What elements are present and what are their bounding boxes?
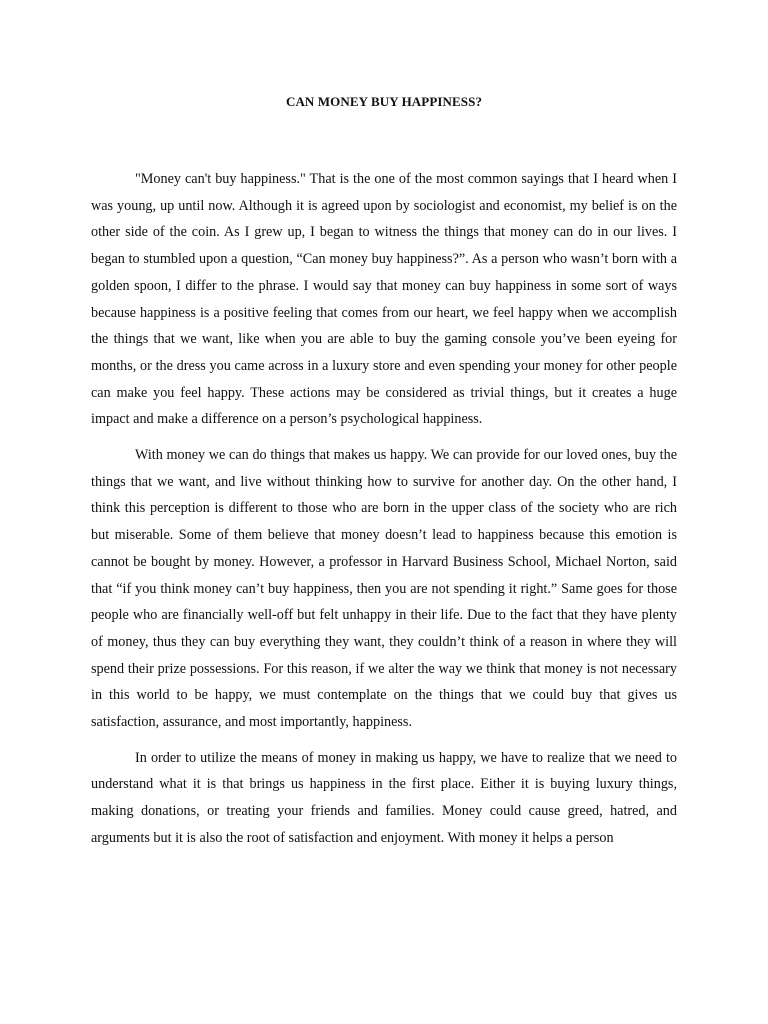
body-paragraph-2: With money we can do things that makes us happy. We can provide for our loved ones, buy the things that we want, and live without thinking how to survive for another day. On the other hand, I think this perception is different to those who are born in the upper class of the society who are rich but miserable. Some of them believe that money doesn’t lead to happiness because this emotion is cannot be bought by money. However, a professor in Harvard Business School, Michael Norton, said that “if you think money can’t buy happiness, then you are not spending it right.” Same goes for those people who are financially well-off but felt unhappy in their life. Due to the fact that they have plenty of money, thus they can buy everything they want, they couldn’t think of a reason in where they will spend their prize possessions. For this reason, if we alter the way we think that money is not necessary in this world to be happy, we must contemplate on the things that we could buy that gives us satisfaction, assurance, and most importantly, happiness. [91, 447, 677, 731]
body-paragraph-3: In order to utilize the means of money in making us happy, we have to realize that we need to understand what it is that brings us happiness in the first place. Either it is buying luxury things, making donations, or treating your friends and families. Money could cause greed, hatred, and arguments but it is also the root of satisfaction and enjoyment. With money it helps a person [91, 749, 677, 846]
body-paragraph-1: "Money can't buy happiness." That is the one of the most common sayings that I heard when I was young, up until now. Although it is agreed upon by sociologist and economist, my belief is on the other side of the coin. As I grew up, I began to witness the things that money can do in our lives. I began to stumbled upon a question, “Can money buy happiness?”. As a person who wasn’t born with a golden spoon, I differ to the phrase. I would say that money can buy happiness in some sort of ways because happiness is a positive feeling that comes from our heart, we feel happy when we accomplish the things that we want, like when you are able to buy the gaming console you’ve been eyeing for months, or the dress you came across in a luxury store and even spending your money for other people can make you feel happy. These actions may be considered as trivial things, but it creates a huge impact and make a difference on a person’s psychological happiness. [91, 171, 677, 428]
document-title: CAN MONEY BUY HAPPINESS? [285, 94, 483, 109]
